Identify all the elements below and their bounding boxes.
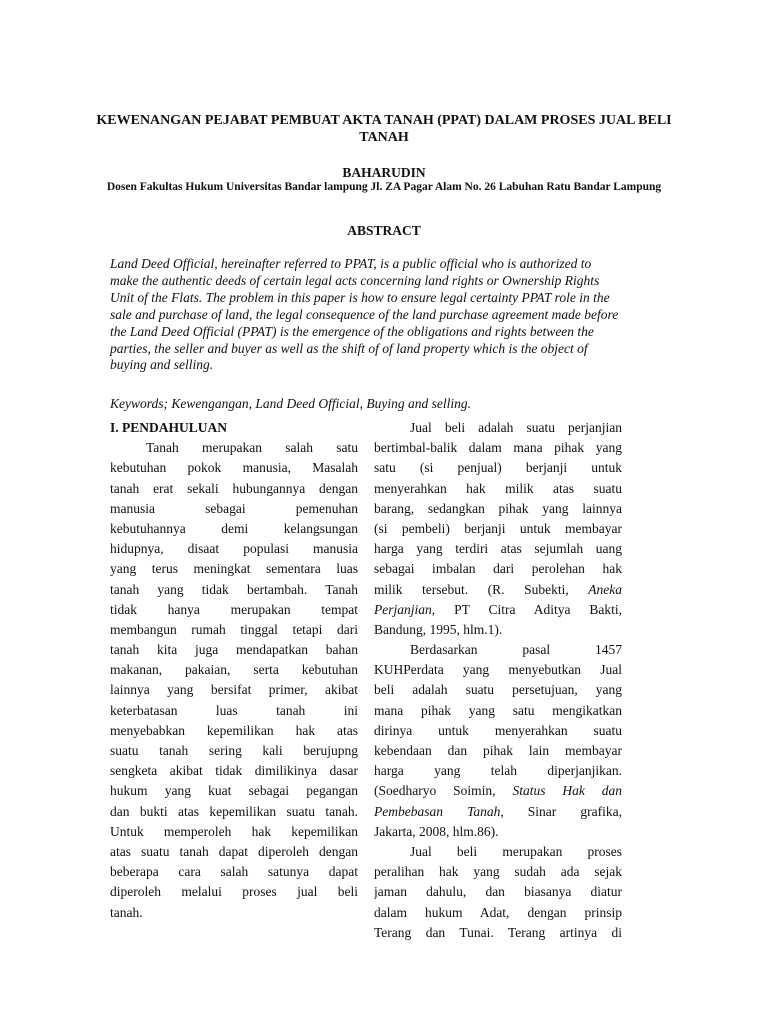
right-column [374, 418, 622, 943]
text-line: menyebabkan kepemilikan hak atas [110, 722, 358, 738]
text-line: (si pembeli) berjanji untuk membayar [374, 520, 622, 536]
text-line: milik tersebut. (R. Subekti, Aneka [374, 581, 622, 597]
abstract-body: Land Deed Official, hereinafter referred to PPAT, is a public official who is authorized to make the authentic deeds of certain legal acts concerning land rights or Ownership Rights Unit of the Flats. The problem in this paper is how to ensure legal certainty PPAT role in the sale and purchase of land, the legal consequence of the land purchase agreement made before the Land Deed Official (PPAT) is the emergence of the obligations and rights between the parties, the seller and buyer as well as the shift of of land property which is the object of buying and selling. [110, 256, 619, 373]
text-line: kebutuhan pokok manusia, Masalah [110, 460, 358, 476]
text-line: jaman dahulu, dan biasanya diatur [374, 884, 622, 900]
text-line: makanan, pakaian, serta kebutuhan [110, 662, 358, 678]
text-line: Untuk memperoleh hak kepemilikan [110, 823, 358, 839]
text-line: keterbatasan luas tanah ini [110, 702, 358, 718]
text-line: mana pihak yang satu mengikatkan [374, 702, 622, 718]
text-line: tanah. [110, 904, 143, 920]
author-affiliation: Dosen Fakultas Hukum Universitas Bandar lampung Jl. ZA Pagar Alam No. 26 Labuhan Ratu Bandar Lampung [106, 181, 662, 193]
text-line: Pembebasan Tanah, Sinar grafika, [374, 803, 622, 819]
text-line: Jual beli merupakan proses [410, 843, 622, 859]
text-line: dalam hukum Adat, dengan prinsip [374, 904, 622, 920]
text-line: Tanah merupakan salah satu [146, 440, 358, 456]
text-line: harga yang telah diperjanjikan. [374, 763, 622, 779]
text-line: suatu tanah sering kali berujupng [110, 743, 358, 758]
text-line: sengketa akibat tidak dimilikinya dasar [110, 763, 358, 779]
text-line: lainnya yang bersifat primer, akibat [110, 682, 358, 698]
text-line: dan bukti atas kepemilikan suatu tanah. [110, 803, 358, 819]
text-line: membangun rumah tinggal tetapi dari [110, 621, 358, 637]
text-line: kebendaan dan pihak lain membayar [374, 743, 622, 758]
text-line: tanah kita juga mendapatkan bahan [110, 642, 358, 658]
text-line: Jakarta, 2008, hlm.86). [374, 823, 499, 839]
section-heading: I. PENDAHULUAN [110, 420, 228, 435]
text-line: (Soedharyo Soimin, Status Hak dan [374, 783, 622, 799]
abstract-heading: ABSTRACT [347, 223, 421, 238]
text-line: Terang dan Tunai. Terang artinya di [374, 924, 622, 940]
text-line: peralihan hak yang sudah ada sejak [374, 864, 622, 880]
text-line: yang terus meningkat sementara luas [110, 561, 358, 577]
text-line: KUHPerdata yang menyebutkan Jual [374, 662, 622, 678]
text-line: kebutuhannya demi kelangsungan [110, 520, 358, 536]
text-line: sebagai imbalan dari perolehan hak [374, 561, 622, 577]
text-line: dirinya untuk menyerahkan suatu [374, 722, 622, 738]
text-line: tidak hanya merupakan tempat [110, 601, 358, 617]
left-column [110, 418, 358, 923]
text-line: hidupnya, disaat populasi manusia [110, 541, 358, 557]
text-line: atas suatu tanah dapat diperoleh dengan [110, 843, 358, 859]
text-line: satu (si penjual) berjanji untuk [374, 460, 622, 476]
text-line: hukum yang kuat sebagai pegangan [110, 783, 358, 799]
text-line: Jual beli adalah suatu perjanjian [410, 420, 622, 435]
text-line: Perjanjian, PT Citra Aditya Bakti, [374, 601, 622, 617]
text-line: tanah yang tidak bertambah. Tanah [110, 581, 358, 597]
text-line: diperoleh melalui proses jual beli [110, 884, 358, 900]
text-line: bertimbal-balik dalam mana pihak yang [374, 440, 622, 456]
text-line: manusia sebagai pemenuhan [110, 500, 358, 516]
text-line: barang, sedangkan pihak yang lainnya [374, 500, 622, 516]
text-line: Berdasarkan pasal 1457 [410, 642, 622, 658]
right-column-text [374, 418, 622, 943]
text-line: beli adalah suatu persetujuan, yang [374, 682, 622, 698]
author-name: BAHARUDIN [342, 165, 426, 180]
text-line: menyerahkan hak milik atas suatu [374, 480, 622, 496]
paper-title: KEWENANGAN PEJABAT PEMBUAT AKTA TANAH (PPAT) DALAM PROSES JUAL BELI TANAH [96, 113, 672, 145]
keywords-line: Keywords; Kewengangan, Land Deed Official, Buying and selling. [110, 396, 471, 411]
text-line: beberapa cara salah satunya dapat [110, 864, 358, 880]
text-line: harga yang terdiri atas sejumlah uang [374, 541, 622, 557]
left-column-text [110, 438, 358, 923]
text-line: tanah erat sekali hubungannya dengan [110, 480, 358, 496]
text-line: Bandung, 1995, hlm.1). [374, 621, 503, 637]
